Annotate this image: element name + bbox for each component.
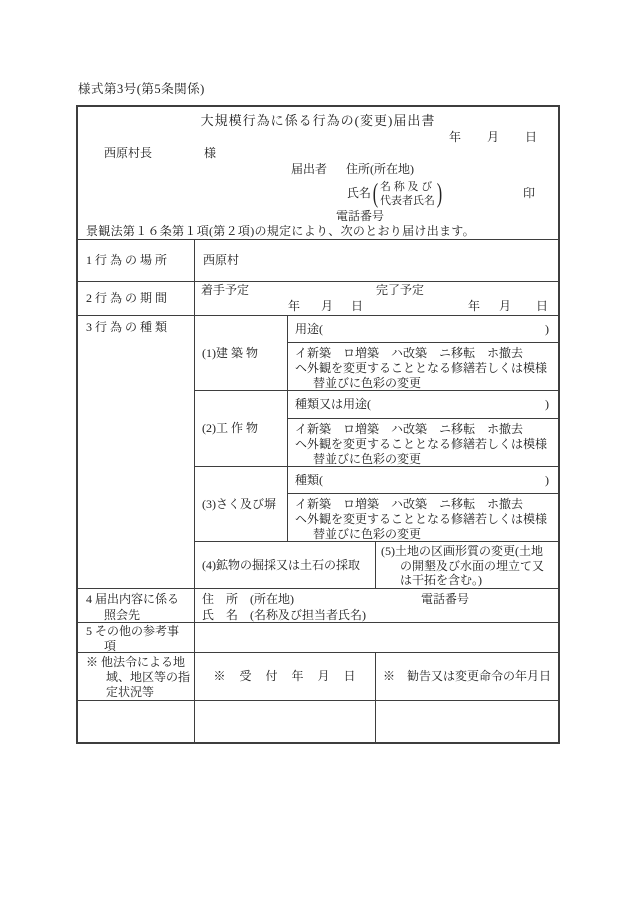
- contact-address-label: 住 所 (所在地): [202, 592, 294, 606]
- action-line-2: ヘ外観を変更することとなる修繕若しくは模様: [295, 512, 548, 526]
- note-left-line-1: ※ 他法令による地: [86, 655, 186, 669]
- paren-close: ): [545, 472, 549, 487]
- kind-building-actions: [287, 342, 558, 390]
- period-end-label: 完了予定: [376, 283, 425, 297]
- action-line-1: イ新築 ロ増築 ハ改築 ニ移転 ホ撤去: [295, 346, 524, 360]
- notification-form-table: [76, 105, 560, 744]
- note-left-line-2: 域、地区等の指: [106, 670, 191, 684]
- form-header: [78, 107, 558, 239]
- note-designation-label: [78, 652, 194, 700]
- contact-name-label: 氏 名 (名称及び担当者氏名): [202, 608, 366, 622]
- action-line-1: イ新築 ロ増築 ハ改築 ニ移転 ホ撤去: [295, 497, 524, 511]
- action-line-3: 替並びに色彩の変更: [313, 376, 422, 390]
- empty-cell-right: [375, 700, 558, 742]
- month-label: 月: [486, 130, 499, 144]
- field-remarks-label: [78, 622, 194, 652]
- addressee-honorific: 様: [204, 146, 217, 160]
- header-date-line: [78, 130, 558, 146]
- field-period-label: 2 行 為 の 期 間: [78, 281, 194, 315]
- notifier-name-line: [78, 178, 558, 209]
- notifier-bracket-content: [380, 180, 435, 208]
- land-line-3: は干拓を含む。): [400, 573, 482, 587]
- use-prefix: 種類(: [295, 472, 323, 487]
- period-start-label: 着手予定: [201, 283, 250, 297]
- field-kind-label: 3 行 為 の 種 類: [78, 315, 194, 588]
- paren-close: ): [545, 397, 549, 411]
- start-day-label: 日: [351, 299, 364, 313]
- kind-land-label: [375, 541, 558, 588]
- field-remarks-value: [194, 622, 558, 652]
- contact-label-line-2: 照会先: [104, 608, 141, 622]
- day-label: 日: [524, 130, 537, 144]
- end-year-label: 年: [468, 299, 481, 313]
- kind-fence-actions: [287, 493, 558, 541]
- start-month-label: 月: [321, 299, 334, 313]
- end-day-label: 日: [536, 299, 549, 313]
- bracket-close-icon: ): [436, 178, 443, 208]
- law-statement: 景観法第１６条第１項(第２項)の規定により、次のとおり届け出ます。: [86, 224, 475, 238]
- bracket-line-2: 代表者氏名: [380, 194, 436, 207]
- contact-phone-label: 電話番号: [421, 592, 470, 606]
- phone-label: 電話番号: [336, 209, 385, 223]
- remarks-label-line-2: 項: [104, 639, 117, 652]
- kind-building-use-field: [287, 315, 558, 342]
- action-line-1: イ新築 ロ増築 ハ改築 ニ移転 ホ撤去: [295, 422, 524, 436]
- use-prefix: 種類又は用途(: [295, 397, 371, 411]
- notifier-address-label: 住所(所在地): [346, 162, 415, 176]
- kind-building-label: (1)建 築 物: [194, 315, 287, 390]
- field-contact-value: [194, 588, 558, 622]
- notifier-name-label: 氏名: [347, 186, 372, 200]
- end-month-label: 月: [499, 299, 512, 313]
- action-line-3: 替並びに色彩の変更: [313, 527, 422, 541]
- note-left-line-3: 定状況等: [106, 685, 155, 699]
- contact-label-line-1: 4 届出内容に係る: [86, 592, 180, 606]
- form-title: 大規模行為に係る行為の(変更)届出書: [200, 113, 436, 128]
- field-period-value: [194, 281, 558, 315]
- use-prefix: 用途(: [295, 321, 323, 336]
- bracket-open-icon: (: [372, 178, 379, 208]
- land-line-1: (5)土地の区画形質の変更(土地: [381, 544, 543, 558]
- form-number: 様式第3号(第5条関係): [78, 82, 205, 96]
- field-place-label: 1 行 為 の 場 所: [78, 239, 194, 281]
- notifier-line: [78, 162, 558, 178]
- bracket-line-1: 名 称 及 び: [380, 180, 433, 193]
- kind-structure-use-field: [287, 390, 558, 418]
- note-recommendation-date-label: ※ 勧告又は変更命令の年月日: [375, 652, 558, 700]
- addressee-line: [78, 146, 558, 162]
- start-year-label: 年: [288, 299, 301, 313]
- kind-structure-label: (2)工 作 物: [194, 390, 287, 466]
- field-place-value: 西原村: [194, 239, 558, 281]
- year-label: 年: [448, 130, 461, 144]
- notifier-label: 届出者: [291, 162, 328, 176]
- action-line-3: 替並びに色彩の変更: [313, 452, 422, 466]
- note-reception-date-label: ※ 受 付 年 月 日: [194, 652, 375, 700]
- remarks-label-line-1: 5 その他の参考事: [86, 624, 180, 638]
- land-line-2: の開墾及び水面の埋立て又: [400, 558, 545, 573]
- empty-cell-middle: [194, 700, 375, 742]
- kind-fence-type-field: [287, 466, 558, 493]
- paren-close: ): [545, 321, 549, 336]
- action-line-2: ヘ外観を変更することとなる修繕若しくは模様: [295, 437, 548, 451]
- field-contact-label: [78, 588, 194, 622]
- empty-cell-left: [78, 700, 194, 742]
- seal-label: 印: [522, 186, 535, 200]
- kind-structure-actions: [287, 418, 558, 466]
- addressee-name: 西原村長: [104, 146, 153, 160]
- action-line-2: ヘ外観を変更することとなる修繕若しくは模様: [295, 361, 548, 375]
- kind-mining-label: (4)鉱物の掘採又は土石の採取: [194, 541, 375, 588]
- kind-fence-label: (3)さく及び塀: [194, 466, 287, 541]
